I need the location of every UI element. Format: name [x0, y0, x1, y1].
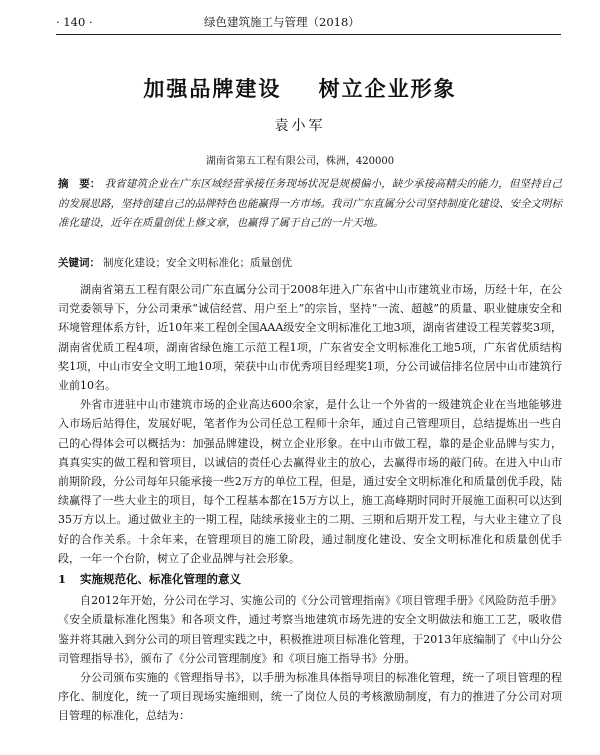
section-title: 实施规范化、标准化管理的意义 [80, 572, 242, 587]
article-title: 加强品牌建设 树立企业形象 [143, 76, 457, 101]
keywords-text: 制度化建设；安全文明标准化；质量创优 [103, 257, 292, 269]
abstract-label: 摘 要： [58, 178, 101, 190]
running-header [56, 12, 556, 32]
keywords-label: 关键词： [58, 257, 100, 269]
abstract-text: 我省建筑企业在广东区域经营承接任务现场状况是规模偏小，缺少承接高精尖的能力，但坚持自己的发展思路，坚持创建自己的品牌特色也能赢得一方市场。我司广东直属分公司坚持制度化建设、安全文明标准化建设，近年在质量创优上修文章，也赢得了属于自己的一片天地。 [58, 178, 563, 229]
body-paragraph-2: 外省市进驻中山市建筑市场的企业高达600余家，是什么让一个外省的一级建筑企业在当地能够进入市场后站得住，发展好呢，笔者作为公司任总工程师十余年，通过自己管理项目，总结提炼出一些自己的心得体会可以概括为：加强品牌建设，树立企业形象。在中山市做工程，靠的是企业品牌与实力，真真实实的做工程和管项目，以诚信的责任心去赢得业主的放心，去赢得市场的敲门砖。在进入中山市前期阶段，分公司每年只能承接一些2万方的单位工程，但是，通过安全文明标准化和质量创优手段，陆续赢得了一些大业主的项目，每个工程基本都在15万方以上，施工高峰期时同时开展施工面积可以达到35万方以上。通过做业主的一期工程，陆续承接业主的二期、三期和后期开发工程，与大业主建立了良好的合作关系。十余年来，在管理项目的施工阶段，通过制度化建设、安全文明标准化和质量创优手段，一年一个台阶，树立了企业品牌与社会形象。 [58, 398, 562, 565]
abstract [58, 175, 562, 234]
keywords [58, 254, 562, 273]
page-number: · 140 · [56, 15, 93, 29]
author-affiliation: 湖南省第五工程有限公司，株洲，420000 [205, 156, 395, 167]
article-body [58, 280, 562, 726]
body-paragraph-1: 湖南省第五工程有限公司广东直属分公司于2008年进入广东省中山市建筑业市场，历经十年，在公司党委领导下，分公司秉承“诚信经营、用户至上”的宗旨，坚持“一流、超越”的质量、职业健康安全和环境管理体系方针，近10年来工程创全国AAA级安全文明标准化工地3项，湖南省建设工程芙蓉奖3项，湖南省优质工程4项，湖南省绿色施工示范工程1项，广东省安全文明标准化工地5项，广东省优质结构奖1项，中山市安全文明工地10项，荣获中山市优秀项目经理奖1项，分公司诚信排名位居中山市建筑行业前10名。 [58, 283, 562, 393]
section-heading-1 [58, 570, 562, 589]
body-paragraph-3: 自2012年开始，分公司在学习、实施公司的《分公司管理指南》《项目管理手册》《风险防范手册》《安全质量标准化图集》和各项文件，通过考察当地建筑市场先进的安全文明做法和施工工艺，吸收借鉴并将其融入到分公司的项目管理实践之中，积极推进项目标准化管理，于2013年底编制了《中山分公司管理指导书》，颁布了《分公司管理制度》和《项目施工指导书》分册。 [58, 594, 562, 665]
journal-title: 绿色建筑施工与管理（2018） [204, 15, 360, 29]
header-divider [56, 34, 561, 35]
article-author: 袁小军 [274, 118, 326, 134]
section-number: 1 [58, 572, 67, 587]
body-paragraph-4: 分公司颁布实施的《管理指导书》，以手册为标准具体指导项目的标准化管理，统一了项目管理的程序化、制度化，统一了项目现场实施细则，统一了岗位人员的考核激励制度，有力的推进了分公司对项目管理的标准化，总结为： [58, 671, 562, 723]
